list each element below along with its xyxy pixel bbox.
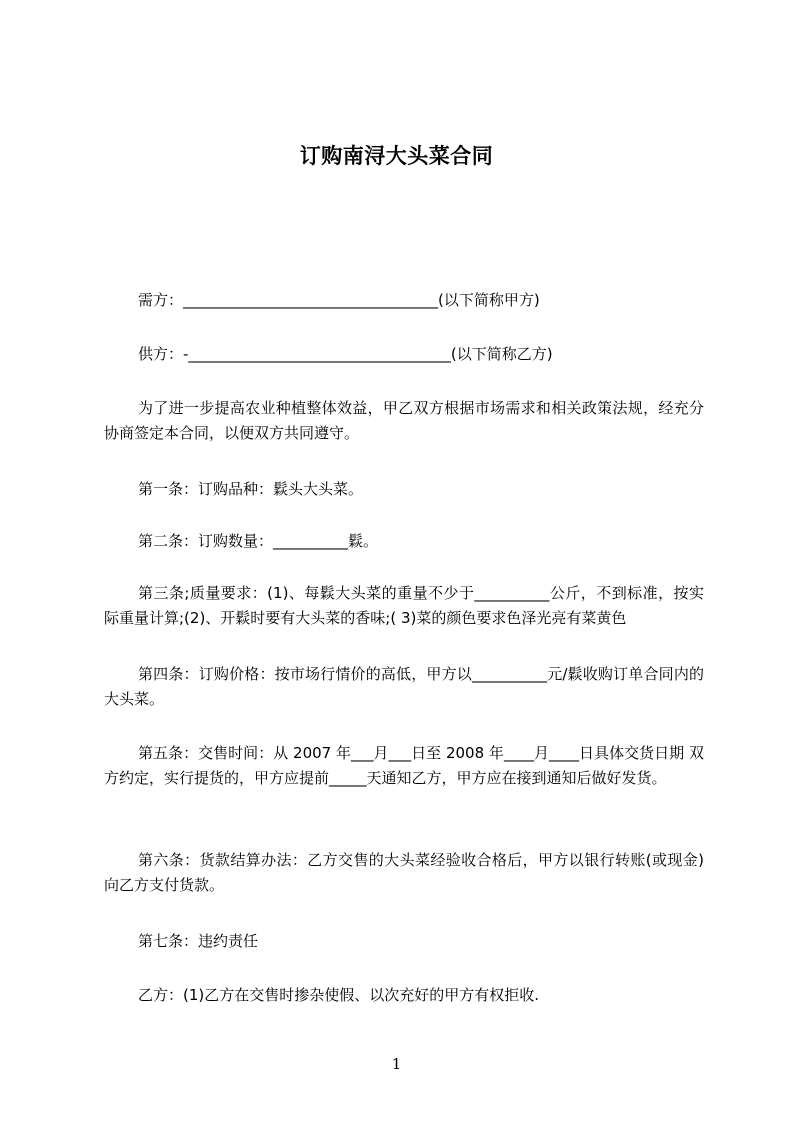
article-5-delivery-time: 第五条：交售时间：从 2007 年___月___日至 2008 年____月____日具体交货日期 双方约定，实行提货的，甲方应提前_____天通知乙方，甲方应在接到通知后做好发货。 (104, 744, 704, 787)
article-4-price: 第四条：订购价格：按市场行情价的高低，甲方以__________元/鬏收购订单合同内的大头菜。 (104, 665, 704, 708)
party-b-liability: 乙方：(1)乙方在交售时掺杂使假、以次充好的甲方有权拒收. (138, 986, 540, 1004)
article-2-quantity: 第二条：订购数量：__________鬏。 (138, 532, 379, 550)
article-3-quality: 第三条;质量要求：(1)、每鬏大头菜的重量不少于__________公斤，不到标准，按实际重量计算;(2)、开鬏时要有大头菜的香味;( 3)菜的颜色要求色泽光亮有菜黄色 (104, 584, 704, 627)
supplier-line: 供方：-___________________________________(以下简称乙方) (138, 345, 553, 363)
document-title: 订购南浔大头菜合同 (299, 144, 494, 168)
preamble-paragraph: 为了进一步提高农业种植整体效益，甲乙双方根据市场需求和相关政策法规，经充分协商签定本合同，以便双方共同遵守。 (104, 399, 704, 442)
buyer-line: 需方：__________________________________(以下简称甲方) (138, 291, 540, 309)
article-6-payment: 第六条：货款结算办法：乙方交售的大头菜经验收合格后，甲方以银行转账(或现金)向乙方支付货款。 (104, 851, 704, 894)
article-1-variety: 第一条：订购品种：鬏头大头菜。 (138, 480, 364, 498)
page-number: 1 (391, 1055, 402, 1073)
article-7-liability: 第七条：违约责任 (138, 932, 259, 950)
